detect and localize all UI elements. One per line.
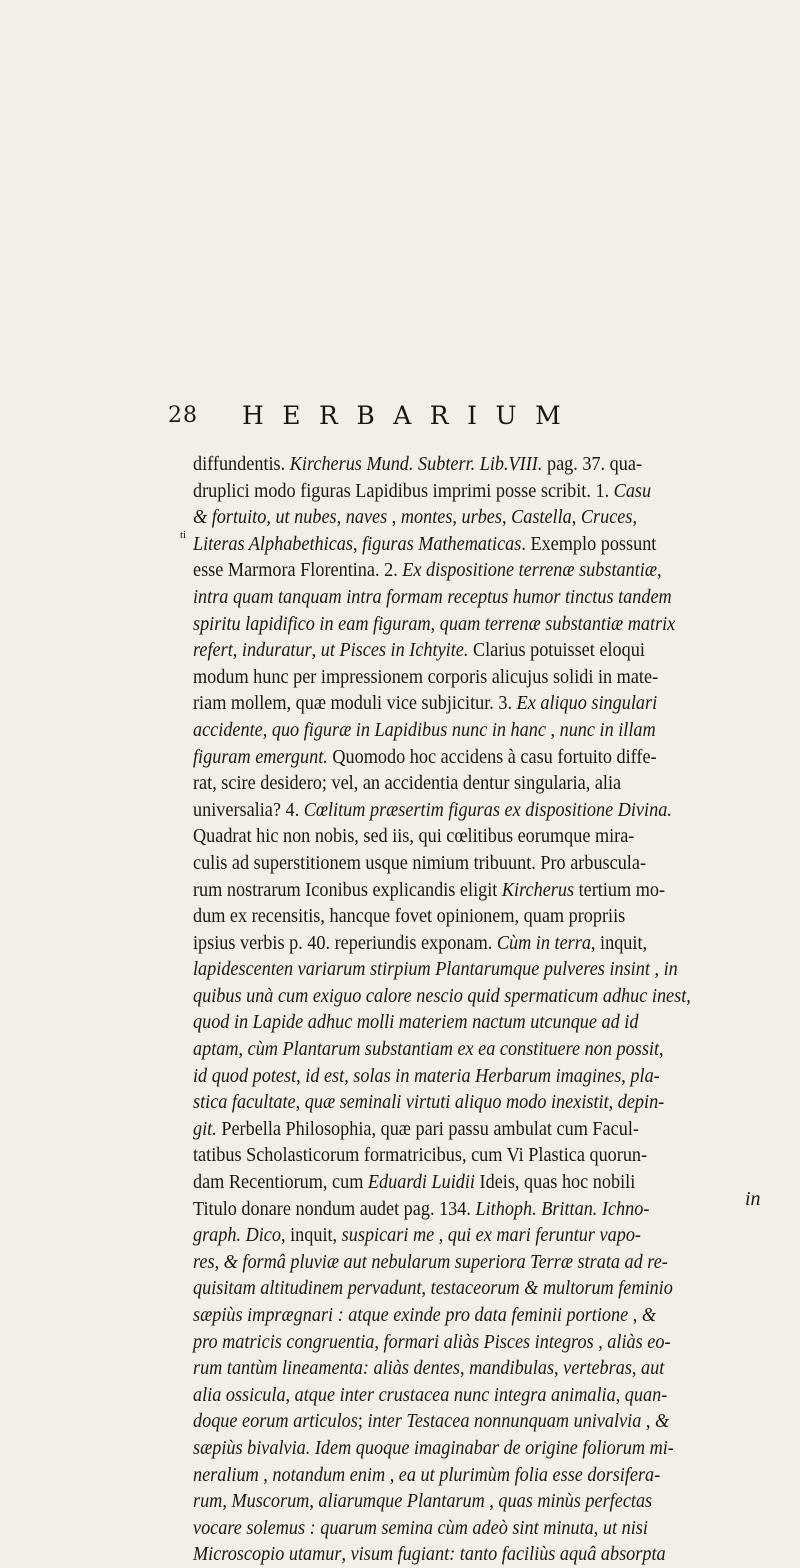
text-run: inter Testacea nonnunquam univalvia (367, 1410, 642, 1433)
text-run: formari aliàs Pisces integros (383, 1330, 594, 1353)
text-run: , (593, 1330, 608, 1353)
text-run: res (193, 1250, 215, 1273)
text-line (193, 557, 748, 584)
text-run: lapidescenten variarum stirpium Plantarumque pulveres insint (193, 958, 650, 981)
text-run: alia ossicula (193, 1383, 286, 1406)
text-run: diffundentis. (193, 453, 290, 475)
text-run: graph. Dico (193, 1224, 281, 1247)
text-run: , (571, 506, 581, 529)
text-run: , (452, 506, 462, 529)
text-run: neralium (193, 1463, 259, 1486)
text-line (193, 1169, 748, 1196)
text-run: , (266, 506, 276, 529)
text-run: Cruces (580, 506, 633, 529)
text-run: Ex aliquo singulari (516, 692, 658, 715)
text-run: Lithoph. Brittan. Ichno- (475, 1197, 650, 1220)
text-run: urbes (461, 506, 502, 529)
text-run: , (214, 1250, 224, 1273)
text-run: rum (193, 1490, 223, 1513)
text-run: , (593, 1516, 603, 1539)
text-run: , (641, 1410, 655, 1433)
text-run: stica facultate (193, 1091, 296, 1114)
text-run: , (385, 1463, 399, 1486)
text-run: figuram emergunt. (193, 745, 328, 768)
text-run: cùm Plantarum substantiam ex ea constituere non possit (247, 1038, 660, 1061)
text-run: montes (400, 506, 453, 529)
text-run: quibus unà cum exiguo calore nescio quid spermaticum adhuc inest (193, 984, 687, 1007)
text-line (193, 664, 748, 691)
text-run: mandibulas (469, 1357, 555, 1380)
catchword: in (745, 1188, 761, 1210)
text-line (193, 1196, 748, 1223)
text-run: figuras Mathematicas (362, 532, 522, 555)
text-run: riam mollem, quæ moduli vice subjicitur. 3. (193, 692, 517, 715)
text-run: Cùm in terra (496, 931, 591, 954)
text-line (193, 1488, 748, 1515)
text-run: ea ut plurimùm folia esse dorsifera- (398, 1463, 661, 1486)
text-line (193, 1222, 748, 1249)
text-run: Quadrat hic non nobis, sed iis, qui cœlitibus eorumque mira- (193, 825, 635, 848)
text-run: Literas Alphabethicas (193, 532, 353, 555)
text-run: sæpiùs imprægnari : atque exinde pro data feminii portione (193, 1304, 629, 1326)
text-run: quisitam altitudinem pervadunt (193, 1277, 422, 1300)
text-run: refert (193, 639, 233, 662)
text-run: ut nisi (602, 1516, 648, 1539)
text-line (193, 744, 748, 771)
text-run: aliarumque Plantarum (318, 1490, 485, 1513)
text-run: depin- (617, 1091, 665, 1114)
text-run: solas in materia Herbarum imagines (353, 1064, 622, 1087)
text-run: , (341, 1543, 351, 1566)
text-run: rum tantùm lineamenta: aliàs dentes (193, 1357, 460, 1380)
text-run: quan- (624, 1383, 668, 1406)
text-run: Microscopio utamur (193, 1543, 342, 1566)
text-line (193, 770, 748, 797)
text-line (193, 1302, 748, 1329)
text-run: aut (641, 1357, 665, 1380)
text-line (193, 690, 748, 717)
text-run: , (649, 958, 664, 981)
text-run: ; (357, 1410, 368, 1433)
text-run: , (608, 1091, 618, 1114)
text-line (193, 903, 748, 930)
text-run: , (285, 1383, 295, 1406)
text-run: pag. 37. qua- (542, 453, 643, 475)
text-run: Kircherus (501, 878, 575, 901)
text-run: Kircherus Mund. Subterr. Lib.VIII. (289, 453, 543, 475)
text-run: visum fugiant: tanto faciliùs aquâ absorpta (350, 1543, 666, 1566)
text-run: , (344, 1064, 354, 1087)
text-line (193, 584, 748, 611)
text-line (193, 504, 748, 531)
text-run: , (238, 1038, 248, 1061)
text-run: & fortuito (193, 506, 267, 529)
text-run: Quomodo hoc accidens à casu fortuito diffe- (327, 745, 657, 768)
text-line (193, 531, 748, 558)
text-run: , (484, 1490, 499, 1513)
text-run: tertium mo- (574, 878, 666, 901)
text-run: Casu (613, 479, 652, 502)
margin-note: ti (180, 529, 187, 541)
text-line (193, 637, 748, 664)
text-run: & (641, 1304, 657, 1326)
text-run: . Exemplo possunt (521, 532, 657, 555)
text-line (193, 1462, 748, 1489)
text-run: tatibus Scholasticorum formatricibus, cum Vi Plastica quorun- (193, 1144, 648, 1167)
text-run: , (631, 1357, 642, 1380)
text-run: , inquit, (280, 1224, 342, 1247)
text-run: naves (345, 506, 388, 529)
text-run: druplici modo figuras Lapidibus imprimi posse scribit. 1. (193, 479, 614, 502)
text-line (193, 850, 748, 877)
text-run: , (222, 1490, 232, 1513)
text-run: & formâ pluviæ aut nebularum superiora Terræ strata ad re- (223, 1250, 668, 1273)
text-line (193, 956, 748, 983)
text-run: vocare solemus : quarum semina cùm adeò sint minuta (193, 1516, 594, 1539)
text-run: culis ad superstitionem usque nimium tribuunt. Pro arbuscula- (193, 851, 647, 874)
text-run: ut nubes (275, 506, 337, 529)
text-run: , (336, 506, 346, 529)
text-run: notandum enim (272, 1463, 386, 1486)
text-run: , (311, 639, 321, 662)
text-run: , (296, 1064, 306, 1087)
text-run: accidente (193, 718, 263, 741)
text-line (193, 877, 748, 904)
text-line (193, 983, 748, 1010)
text-line (193, 1036, 748, 1063)
text-line (193, 1142, 748, 1169)
text-run: ipsius verbis p. 40. reperiundis exponam. (193, 931, 497, 954)
text-run: , (421, 1277, 431, 1300)
text-run: , (686, 984, 691, 1007)
text-run: modum hunc per impressionem corporis alicujus solidi in mate- (193, 665, 659, 688)
text-run: qui ex mari feruntur vapo- (447, 1224, 641, 1247)
text-run: , (352, 532, 363, 555)
text-run: rum nostrarum Iconibus explicandis eligit (193, 878, 502, 901)
text-run: , (554, 1357, 564, 1380)
text-run: dam Recentiorum, cum (193, 1171, 368, 1194)
text-run: aptam (193, 1038, 239, 1061)
text-line (193, 1249, 748, 1276)
text-run: Castella (511, 506, 572, 529)
text-line (193, 823, 748, 850)
text-run: quæ seminali virtuti aliquo modo inexistit (304, 1091, 609, 1114)
text-line (193, 1408, 748, 1435)
text-run: sæpiùs bivalvia. Idem quoque imaginabar de origine foliorum mi- (193, 1436, 674, 1459)
text-run: pro matricis congruentia (193, 1330, 375, 1353)
text-run: dum ex recensitis, hancque fovet opinionem, quam propriis (193, 905, 626, 928)
text-run: suspicari me (341, 1224, 435, 1247)
text-line (193, 1089, 748, 1116)
text-line (193, 611, 748, 638)
text-run: , (232, 639, 242, 662)
text-run: , (387, 506, 401, 529)
text-line (193, 1541, 748, 1568)
text-run: Ideis, quas hoc nobili (474, 1171, 636, 1194)
text-run: quam terrenæ substantiæ matrix (439, 612, 676, 635)
text-run: Titulo donare nondum audet pag. 134. (193, 1197, 476, 1220)
text-line (193, 1355, 748, 1382)
page-number: 28 (168, 403, 198, 428)
text-run: Muscorum (231, 1490, 310, 1513)
text-run: , (621, 1064, 631, 1087)
text-run: rat, scire desidero; vel, an accidentia dentur singularia, alia (193, 772, 622, 795)
text-run: id est (305, 1064, 345, 1087)
text-line (193, 1009, 748, 1036)
text-run: pla- (630, 1064, 660, 1087)
text-run: Eduardi Luidii (367, 1171, 475, 1194)
text-line (193, 1116, 748, 1143)
text-run: intra quam tanquam intra formam receptus humor tinctus tandem (193, 585, 672, 608)
text-run: , inquit, (590, 931, 648, 954)
text-line (193, 451, 748, 478)
text-line (193, 1275, 748, 1302)
text-run: , (430, 612, 440, 635)
text-run: nunc in illam (559, 718, 656, 741)
text-run: id quod potest (193, 1064, 297, 1087)
text-run: , (295, 1091, 305, 1114)
text-run: quo figuræ in Lapidibus nunc in hanc (271, 718, 546, 741)
text-run: esse Marmora Florentina. 2. (193, 559, 403, 582)
text-line (193, 797, 748, 824)
text-run: Clarius potuisset eloqui (468, 639, 645, 662)
text-line (193, 717, 748, 744)
text-line (193, 1382, 748, 1409)
text-run: , (659, 1038, 664, 1061)
text-run: vertebras (563, 1357, 632, 1380)
text-run: , (434, 1224, 448, 1247)
running-title: HERBARIUM (242, 401, 580, 430)
text-run: Perbella Philosophia, quæ pari passu ambulat cum Facul- (216, 1117, 639, 1140)
text-line (193, 478, 748, 505)
text-line (193, 1063, 748, 1090)
text-run: git. (193, 1117, 217, 1140)
text-run: , (615, 1383, 625, 1406)
text-run: in (663, 958, 678, 981)
text-line (193, 1515, 748, 1542)
body-text (193, 451, 800, 1568)
text-run: , (374, 1330, 384, 1353)
text-run: , (545, 718, 560, 741)
text-run: ut Pisces in Ichtyite. (320, 639, 469, 662)
text-run: doque eorum articulos (193, 1410, 358, 1433)
text-run: , (628, 1304, 642, 1326)
text-run: Cœlitum præsertim figuras ex dispositione Divina. (303, 798, 672, 821)
text-run: , (632, 506, 637, 529)
text-line (193, 930, 748, 957)
text-run: Ex dispositione terrenæ substantiæ (402, 559, 657, 582)
text-run: , (258, 1463, 273, 1486)
text-run: spiritu lapidifico in eam figuram (193, 612, 431, 635)
text-run: universalia? 4. (193, 798, 304, 821)
text-run: , (459, 1357, 470, 1380)
text-run: aliàs eo- (607, 1330, 671, 1353)
text-run: , (262, 718, 272, 741)
text-run: & (654, 1410, 670, 1433)
text-run: atque inter crustacea nunc integra animalia (294, 1383, 616, 1406)
text-run: induratur (241, 639, 312, 662)
text-run: quas minùs perfectas (498, 1490, 653, 1513)
text-run: quod in Lapide adhuc molli materiem nactum utcunque ad id (193, 1011, 639, 1034)
text-run: , (309, 1490, 319, 1513)
text-run: , (501, 506, 512, 529)
text-run: testaceorum & multorum feminio (430, 1277, 673, 1300)
text-run: , (656, 559, 662, 582)
text-line (193, 1329, 748, 1356)
text-line (193, 1435, 748, 1462)
